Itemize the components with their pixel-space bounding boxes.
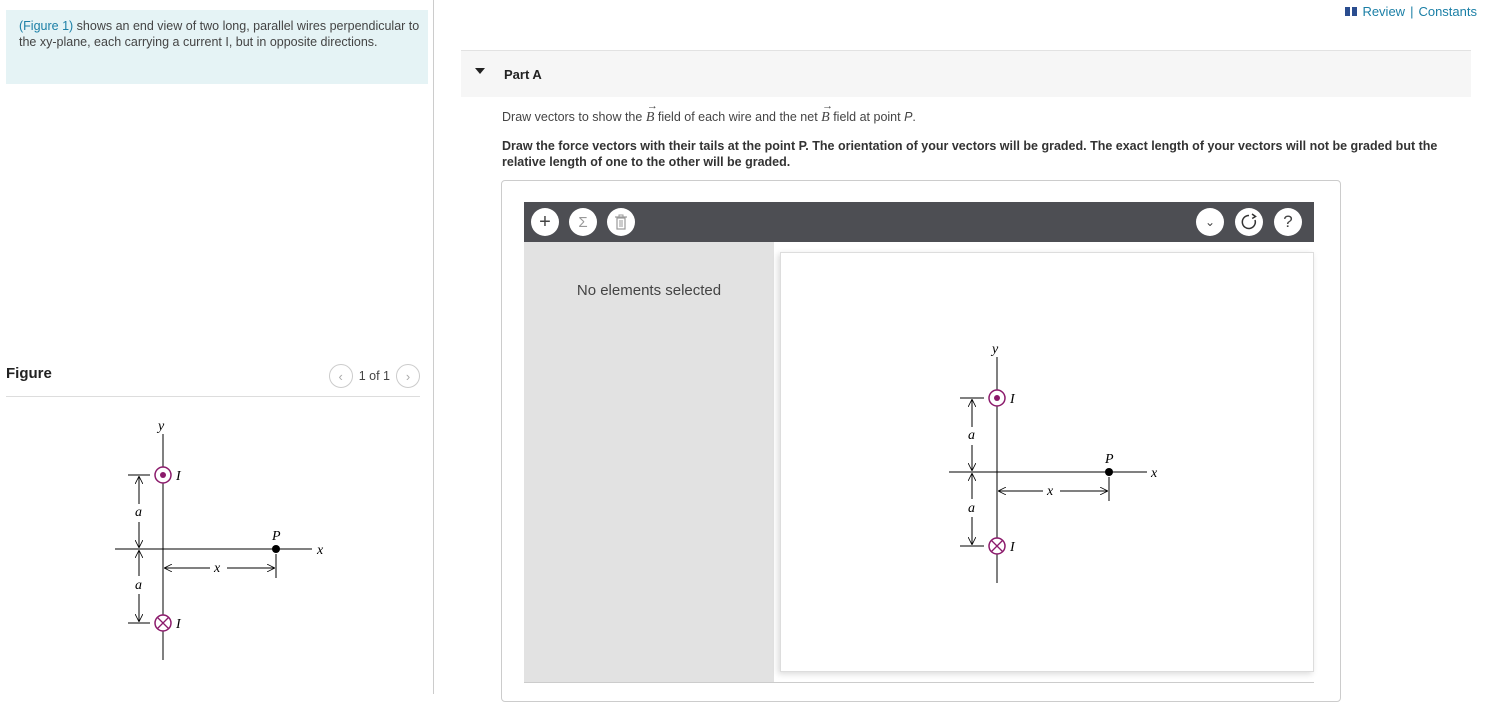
canvas-a-label-top: a [968,428,975,443]
constants-link[interactable]: Constants [1418,4,1477,19]
reset-icon [1240,213,1258,231]
y-axis-label: y [158,419,165,434]
reset-button[interactable] [1235,208,1263,236]
chevron-down-icon: ⌄ [1204,215,1216,229]
add-vector-button[interactable] [531,208,559,236]
distance-a-label-bottom: a [135,578,142,593]
b-vector-symbol: → B [821,110,830,126]
link-separator: | [1410,4,1414,19]
sum-button[interactable] [569,208,597,236]
part-a-header[interactable] [461,50,1471,97]
delete-button[interactable] [607,208,635,236]
part-label: Part A [504,67,542,82]
point-p [272,545,280,553]
x-axis-label: x [317,543,324,558]
options-dropdown-button[interactable] [1196,208,1224,236]
review-link[interactable]: Review [1362,4,1406,19]
instruction-1b: field of each wire and the net [654,110,822,124]
top-links [1345,4,1477,19]
no-selection-text: No elements selected [576,282,722,299]
canvas-a-label-bottom: a [968,501,975,516]
book-icon [1345,7,1357,16]
distance-a-label-top: a [135,505,142,520]
canvas-wire-out-dot [994,395,1000,401]
left-panel [0,0,434,694]
distance-x-label: x [214,561,221,576]
help-button[interactable] [1274,208,1302,236]
b-vector-symbol: → B [646,110,655,126]
chevron-right-icon: › [405,368,411,384]
vector-drawing-widget [501,180,1341,702]
canvas-p-label: P [1105,452,1114,467]
properties-panel [524,242,774,682]
caret-down-icon [475,68,485,74]
pager-text: 1 of 1 [358,369,390,383]
help-icon: ? [1283,212,1293,231]
figure-diagram [100,412,350,672]
canvas-x-label: x [1151,466,1158,481]
point-symbol: P [904,110,913,124]
widget-footer [524,682,1314,703]
point-p-label: P [272,529,281,544]
canvas-current-bottom: I [1010,540,1015,555]
current-label-bottom: I [176,617,181,632]
prev-figure-button[interactable] [329,364,353,388]
canvas-diagram [939,337,1179,587]
canvas-current-top: I [1010,392,1015,407]
instruction-line-2: Draw the force vectors with their tails at the point P. The orientation of your vectors will be graded. The exact length of your vectors will not be graded but the relative length of one to the other will be graded. [502,139,1438,169]
figure-link[interactable]: (Figure 1) [19,19,74,33]
instruction-1a: Draw vectors to show the [502,110,646,124]
figure-title: Figure [6,365,52,382]
figure-pager [329,364,420,388]
instruction-line-1: Draw vectors to show the → B field of each wire and the net → B field at point P. [502,110,916,126]
sigma-icon: Σ [578,213,588,231]
drawing-canvas[interactable] [780,252,1314,672]
trash-icon [614,214,628,230]
plus-icon: + [539,211,551,233]
figure-header [6,360,420,397]
instruction-1c: field at point [829,110,905,124]
canvas-x-dist-label: x [1047,484,1054,499]
chevron-left-icon: ‹ [338,368,343,384]
next-figure-button[interactable] [396,364,420,388]
problem-intro [6,10,428,84]
wire-out-dot [160,472,166,478]
current-label-top: I [176,469,181,484]
widget-toolbar [524,202,1314,242]
canvas-y-label: y [992,342,999,357]
canvas-point-p [1105,468,1113,476]
intro-text: shows an end view of two long, parallel wires perpendicular to the xy-plane, each carrying a current I, but in opposite directions. [19,19,420,49]
